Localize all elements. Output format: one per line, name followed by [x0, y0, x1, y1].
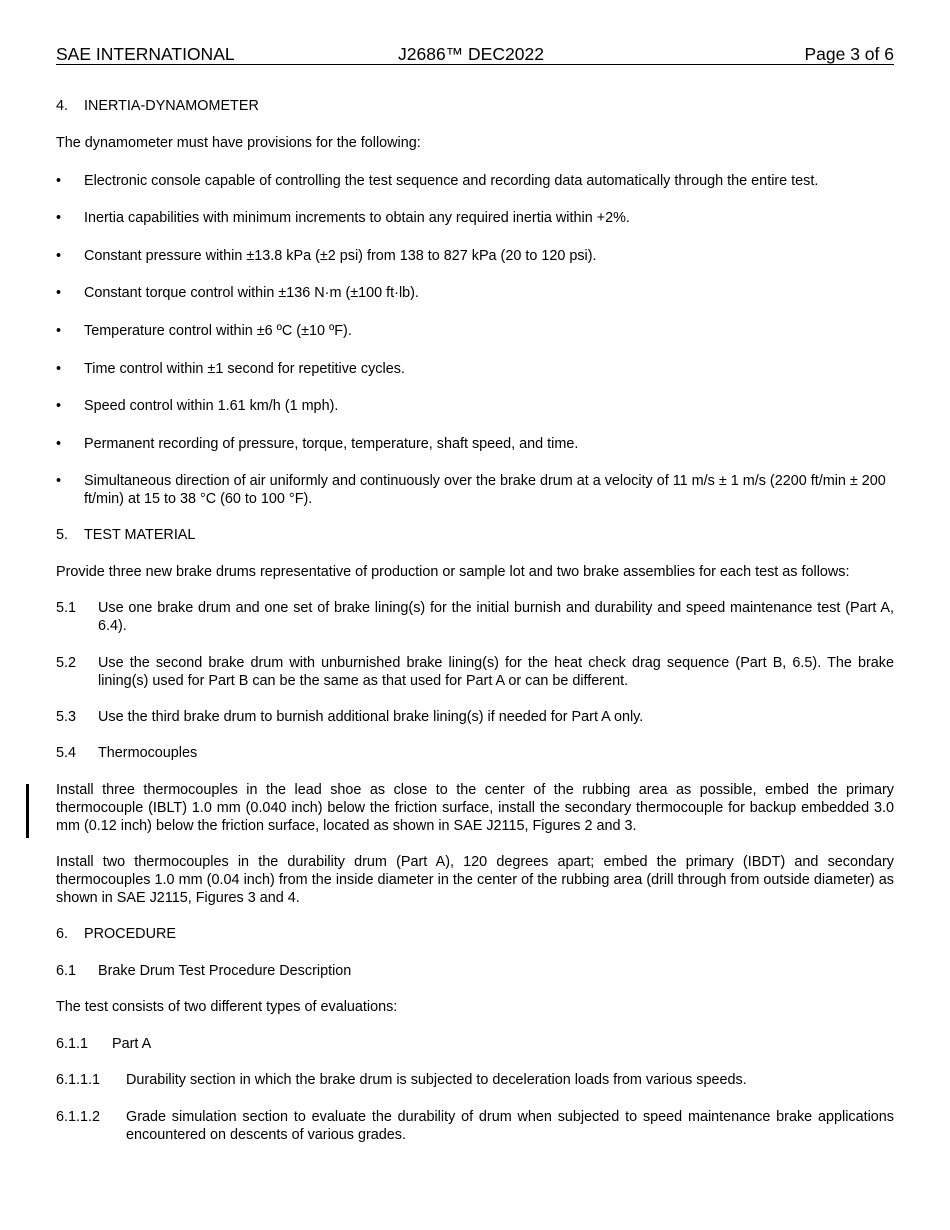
header-document-id: J2686™ DEC2022 — [398, 44, 544, 64]
bullet-icon: • — [56, 210, 62, 226]
section-4-heading: 4. INERTIA-DYNAMOMETER — [56, 98, 259, 114]
bullet-icon: • — [56, 173, 62, 189]
thermocouple-paragraph-shoe: Install three thermocouples in the lead shoe as close to the center of the rubbing area as possible, embed the primary thermocouple (IBLT) 1.0 mm (0.040 inch) below the friction surface, install the secondary thermocouple for backup embedded 3.0 mm (0.12 inch) below the friction surface, located as shown in SAE J2115, Figures 2 and 3. — [56, 782, 894, 834]
header-page-number: Page 3 of 6 — [804, 44, 894, 64]
section-5-intro: Provide three new brake drums representative of production or sample lot and two brake assemblies for each test as follows: — [56, 564, 850, 580]
subsection-6-1-heading: 6.1 Brake Drum Test Procedure Description — [56, 963, 352, 979]
section-5-heading: 5. TEST MATERIAL — [56, 527, 196, 543]
revision-change-bar — [26, 784, 29, 838]
bullet-icon: • — [56, 285, 62, 301]
section-4-intro: The dynamometer must have provisions for the following: — [56, 135, 421, 151]
section-6-heading: 6. PROCEDURE — [56, 926, 176, 942]
bullet-icon: • — [56, 436, 62, 452]
bullet-icon: • — [56, 473, 62, 489]
thermocouple-paragraph-drum: Install two thermocouples in the durability drum (Part A), 120 degrees apart; embed the primary (IBDT) and secondary thermocouples 1.0 mm (0.04 inch) from the inside diameter in the center of the rubbing area (drill through from outside diameter) as shown in SAE J2115, Figures 3 and 4. — [56, 854, 894, 906]
bullet-icon: • — [56, 361, 62, 377]
bullet-icon: • — [56, 398, 62, 414]
bullet-icon: • — [56, 248, 62, 264]
subsection-6-1-1-heading: 6.1.1 Part A — [56, 1036, 152, 1052]
header-organization: SAE INTERNATIONAL — [56, 44, 235, 64]
bullet-icon: • — [56, 323, 62, 339]
section-6-intro: The test consists of two different types of evaluations: — [56, 999, 398, 1015]
page-header — [56, 44, 894, 65]
